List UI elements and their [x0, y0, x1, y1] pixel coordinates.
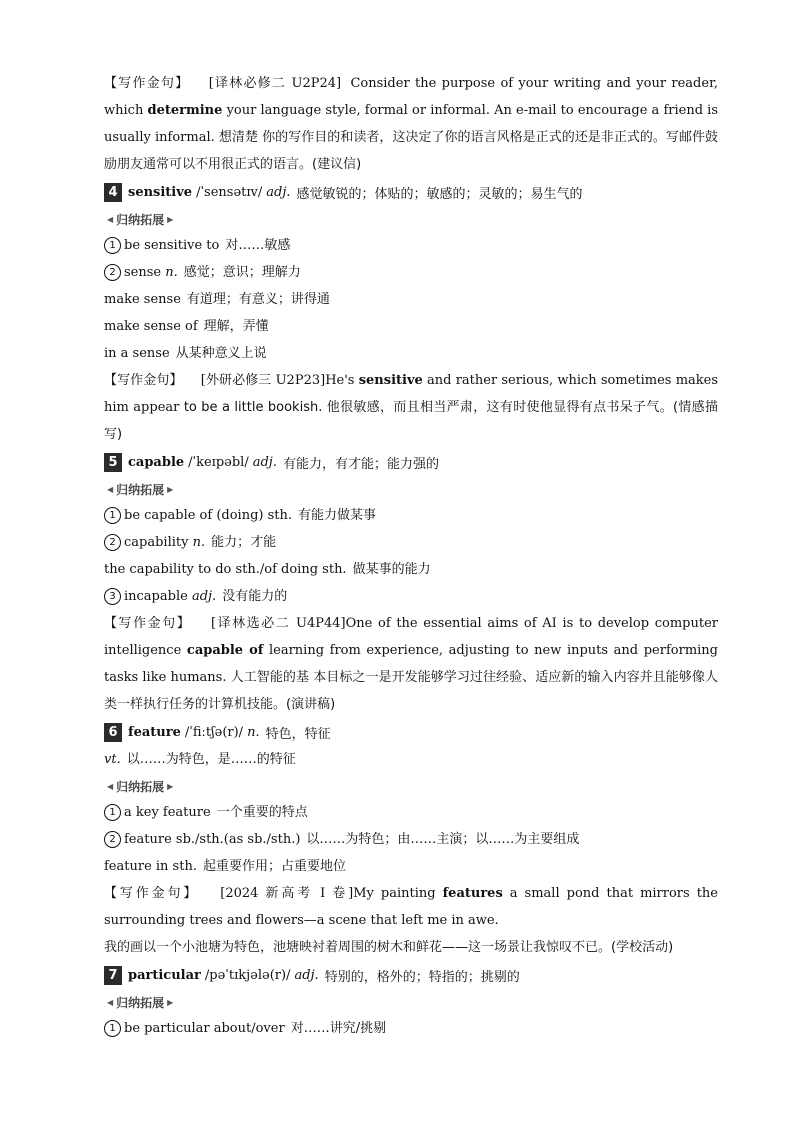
- expand-label: 归纳拓展: [116, 995, 165, 1010]
- expand-item: [76, 583, 718, 610]
- phrase: a key feature: [124, 805, 211, 820]
- triangle-right-icon: ▶: [167, 781, 174, 791]
- entry-number: 4: [104, 183, 122, 202]
- writing-tag: 【写作金句】: [104, 76, 190, 91]
- meaning: 特色，特征: [265, 726, 331, 742]
- translation-text: 讲稿): [304, 697, 336, 712]
- key-word: sensitive: [358, 373, 423, 388]
- expand-header: [76, 773, 718, 799]
- source-ref: [译林必修二 U2P24]: [208, 76, 342, 91]
- expand-label: 归纳拓展: [116, 212, 165, 227]
- entry-number: 7: [104, 966, 122, 985]
- phrase-meaning: 起重要作用；占重要地位: [202, 859, 346, 874]
- key-word: capable of: [186, 643, 264, 658]
- part-of-speech: adj.: [252, 454, 277, 470]
- expand-item: [76, 529, 718, 556]
- expand-label: 归纳拓展: [116, 482, 165, 497]
- phrase: feature sb./sth.(as sb./sth.): [124, 832, 301, 847]
- phrase-meaning: 有道理；有意义；讲得通: [186, 292, 330, 307]
- phrase: make sense: [104, 292, 181, 307]
- phrase: the capability to do sth./of doing sth.: [104, 562, 347, 577]
- phonetic: /ˈkeɪpəbl/: [188, 454, 249, 470]
- headword: capable: [128, 454, 185, 470]
- sentence-text: and rather serious, which sometimes makes him appear: [104, 373, 719, 415]
- triangle-right-icon: ▶: [167, 997, 174, 1007]
- translation-text: 式的语言。(建议信): [247, 157, 362, 172]
- phrase-meaning: 理解，弄懂: [203, 319, 269, 334]
- phrase-meaning: 以……为特色；由……主演；以……为主要组成: [306, 832, 580, 847]
- translation-line: [76, 934, 718, 961]
- triangle-left-icon: ◀: [107, 781, 114, 791]
- phrase: in a sense: [104, 346, 170, 361]
- expand-item: [76, 232, 718, 259]
- entry-particular: [76, 961, 718, 989]
- phrase-pos: adj.: [191, 589, 217, 604]
- phrase: be sensitive to: [124, 238, 220, 253]
- meaning: 以……为特色，是……的特征: [126, 752, 296, 767]
- phrase: incapable: [124, 589, 188, 604]
- phrase-meaning: 做某事的能力: [352, 562, 431, 577]
- phrase-meaning: 能力；才能: [211, 535, 277, 550]
- phrase-meaning: 感觉；意识；理解力: [183, 265, 301, 280]
- writing-tag: 【写作金句】: [104, 886, 200, 901]
- expand-header: [76, 476, 718, 502]
- writing-sentence-1: [76, 70, 718, 178]
- circled-number: 2: [104, 534, 121, 551]
- headword: particular: [128, 967, 201, 983]
- circled-number: 1: [104, 507, 121, 524]
- triangle-left-icon: ◀: [107, 214, 114, 224]
- expand-item: [76, 853, 718, 880]
- writing-sentence-4: [76, 880, 718, 934]
- entry-feature: [76, 718, 718, 746]
- circled-number: 1: [104, 1020, 121, 1037]
- translation-text: to be a little bookish. 他很敏感，而且相当严肃，这有时使他显得有点书呆子气。(情感描写): [104, 400, 718, 442]
- sentence-text: learning from experience, adjusting to new inputs and performing tasks like humans. 人工智能的基: [104, 643, 718, 685]
- expand-item: [76, 1015, 718, 1042]
- writing-tag: 【写作金句】: [104, 616, 192, 631]
- sentence-text: He's: [325, 373, 355, 388]
- meaning: 特别的，格外的；特指的；挑剔的: [324, 969, 520, 985]
- expand-item: [76, 286, 718, 313]
- phonetic: /ˈfiːtʃə(r)/: [184, 724, 244, 740]
- writing-tag: 【写作金句】: [104, 373, 183, 388]
- expand-item: [76, 340, 718, 367]
- phrase-meaning: 有能力做某事: [298, 508, 377, 523]
- part-of-speech: n.: [247, 724, 260, 740]
- headword: feature: [128, 724, 181, 740]
- document-page: [76, 70, 718, 1042]
- expand-label: 归纳拓展: [116, 779, 165, 794]
- meaning: 感觉敏锐的；体贴的；敏感的；灵敏的；易生气的: [296, 186, 583, 202]
- sentence-text: One of the essential aims of AI is to develop computer intelligence: [104, 616, 718, 658]
- triangle-left-icon: ◀: [107, 997, 114, 1007]
- part-of-speech: vt.: [104, 752, 121, 767]
- expand-header: [76, 206, 718, 232]
- triangle-right-icon: ▶: [167, 214, 174, 224]
- translation-text: 你的写作目的和读者，这决定了你的语言风格是正式的还是非正式的。写邮件鼓励朋友通常可以不用很正: [104, 130, 718, 172]
- writing-sentence-2: [76, 367, 718, 448]
- key-word: determine: [147, 103, 223, 118]
- phrase: make sense of: [104, 319, 198, 334]
- source-ref: [外研必修三 U2P23]: [200, 373, 326, 388]
- entry-number: 6: [104, 723, 122, 742]
- expand-item: [76, 313, 718, 340]
- phrase: feature in sth.: [104, 859, 197, 874]
- expand-item: [76, 826, 718, 853]
- meaning: 有能力，有才能；能力强的: [282, 456, 439, 472]
- source-ref: [2024 新高考 I 卷]: [220, 886, 354, 901]
- source-ref: [译林选必二 U4P44]: [210, 616, 346, 631]
- phrase: sense: [124, 265, 162, 280]
- phrase-meaning: 一个重要的特点: [216, 805, 308, 820]
- sentence-text: Consider the purpose of your writing and your reader, which: [104, 76, 718, 118]
- translation-text: 我的画以一个小池塘为特色，池塘映衬着周围的树木和鲜花——这一场景让我惊叹不已。(学校活动): [104, 940, 674, 955]
- triangle-right-icon: ▶: [167, 484, 174, 494]
- headword: sensitive: [128, 184, 193, 200]
- phrase-meaning: 对……讲究/挑剔: [290, 1021, 387, 1036]
- expand-header: [76, 989, 718, 1015]
- circled-number: 1: [104, 804, 121, 821]
- phrase: be particular about/over: [124, 1021, 285, 1036]
- phonetic: /ˈsensətɪv/: [196, 184, 263, 200]
- sentence-text: your language style, formal or informal. An e-mail to encourage a friend is usually informal. 想清楚: [104, 103, 719, 145]
- phrase-meaning: 没有能力的: [222, 589, 288, 604]
- entry-capable: [76, 448, 718, 476]
- triangle-left-icon: ◀: [107, 484, 114, 494]
- key-word: features: [442, 886, 503, 901]
- expand-item: [76, 799, 718, 826]
- phonetic: /pəˈtɪkjələ(r)/: [204, 967, 291, 983]
- sentence-text: and flowers—a scene that left me in awe.: [227, 913, 499, 928]
- sentence-text: My painting: [353, 886, 436, 901]
- phrase-meaning: 对……敏感: [225, 238, 291, 253]
- expand-item: [76, 502, 718, 529]
- phrase-pos: n.: [192, 535, 206, 550]
- phrase: be capable of (doing) sth.: [124, 508, 293, 523]
- sentence-text: a small pond that mirrors the surrounding trees: [104, 886, 718, 928]
- entry-sensitive: [76, 178, 718, 206]
- circled-number: 1: [104, 237, 121, 254]
- verb-meaning: [76, 746, 718, 773]
- circled-number: 2: [104, 831, 121, 848]
- phrase-pos: n.: [165, 265, 178, 280]
- writing-sentence-3: [76, 610, 718, 718]
- translation-text: 本目标之一是开发能够学习过往经验、适应新的输入内容并且能够像人类一样执行任务的计算机技能。(演: [104, 670, 718, 712]
- part-of-speech: adj.: [294, 967, 319, 983]
- part-of-speech: adj.: [266, 184, 291, 200]
- phrase: capability: [124, 535, 189, 550]
- circled-number: 3: [104, 588, 121, 605]
- entry-number: 5: [104, 453, 122, 472]
- circled-number: 2: [104, 264, 121, 281]
- phrase-meaning: 从某种意义上说: [175, 346, 267, 361]
- expand-item: [76, 556, 718, 583]
- expand-item: [76, 259, 718, 286]
